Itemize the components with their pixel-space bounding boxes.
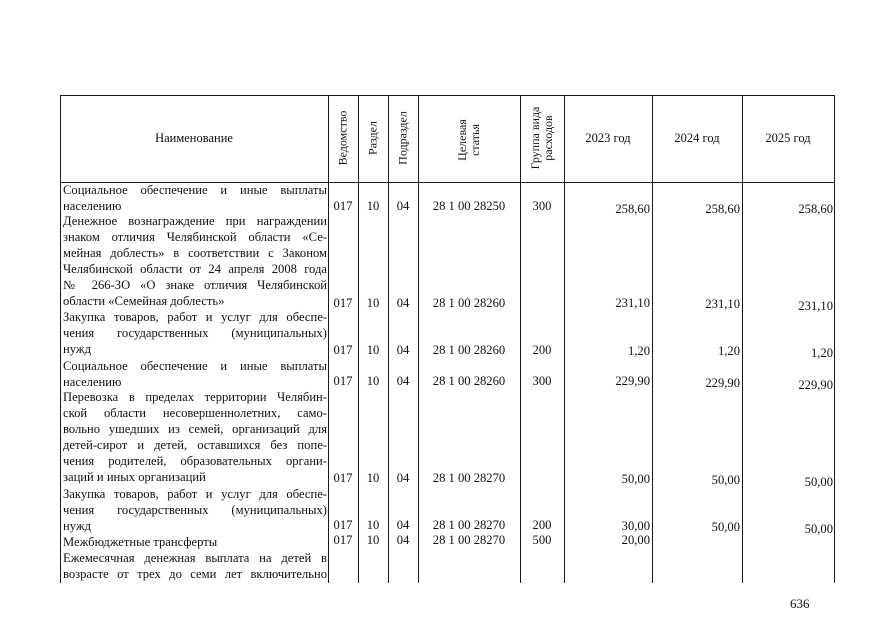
col-border-gruppa: [520, 95, 521, 583]
row-name: [63, 358, 327, 390]
cell-razdel: 10: [366, 374, 380, 388]
cell-celevaya: 28 1 00 28260: [432, 343, 506, 357]
cell-razdel: 10: [366, 533, 380, 547]
page-number: 636: [790, 596, 810, 611]
cell-vedomstvo: 017: [333, 518, 353, 532]
row-name-line: населению: [63, 375, 122, 389]
header-name: Наименование: [155, 131, 233, 145]
table-top-border: [60, 95, 834, 96]
cell-2024: 50,00: [711, 520, 740, 534]
cell-gruppa: 300: [532, 199, 552, 213]
row-name-line: Социальное обеспечение и иные выплаты: [63, 359, 327, 373]
cell-2024: 231,10: [705, 297, 740, 311]
cell-podrazdel: 04: [396, 374, 410, 388]
row-name: [63, 486, 327, 534]
row-name-line: заций и иных организаций: [63, 470, 206, 484]
row-name-line: № 266-ЗО «О знаке отличия Челябинской: [63, 278, 327, 292]
cell-2024: 229,90: [705, 376, 740, 390]
row-name-line: вольно ушедших из семей, организаций для: [63, 422, 327, 436]
col-border-celevaya: [418, 95, 419, 583]
cell-2025: 50,00: [804, 522, 833, 536]
col-border-2023: [564, 95, 565, 583]
cell-podrazdel: 04: [396, 199, 410, 213]
row-name-line: мейная доблесть» в соответствии с Законом: [63, 246, 327, 260]
row-name-line: чения государственных (муниципальных): [63, 503, 327, 517]
header-podrazdel: Подраздел: [395, 111, 410, 165]
cell-2025: 229,90: [798, 378, 833, 392]
cell-gruppa: 200: [532, 518, 552, 532]
cell-razdel: 10: [366, 199, 380, 213]
cell-vedomstvo: 017: [333, 343, 353, 357]
row-name-line: населению: [63, 199, 122, 213]
cell-celevaya: 28 1 00 28270: [432, 533, 506, 547]
header-vedomstvo: Ведомство: [335, 110, 350, 166]
cell-2024: 258,60: [705, 202, 740, 216]
row-name: [63, 309, 327, 357]
cell-razdel: 10: [366, 518, 380, 532]
row-name-line: знаком отличия Челябинской области «Се-: [63, 230, 327, 244]
cell-2023: 1,20: [627, 344, 650, 358]
row-name-line: Денежное вознаграждение при награждении: [63, 214, 327, 228]
cell-celevaya: 28 1 00 28260: [432, 296, 506, 310]
cell-2023: 30,00: [621, 519, 650, 533]
col-border-vedomstvo: [328, 95, 329, 583]
row-name-line: Челябинской области от 24 апреля 2008 года: [63, 262, 327, 276]
col-border-2024: [652, 95, 653, 583]
row-name-line: Закупка товаров, работ и услуг для обеспе-: [63, 487, 327, 501]
row-name-line: Социальное обеспечение и иные выплаты: [63, 183, 327, 197]
row-name-line: Ежемесячная денежная выплата на детей в: [63, 551, 327, 565]
cell-podrazdel: 04: [396, 343, 410, 357]
cell-2025: 258,60: [798, 202, 833, 216]
cell-razdel: 10: [366, 296, 380, 310]
cell-2025: 50,00: [804, 475, 833, 489]
cell-2024: 50,00: [711, 473, 740, 487]
cell-2024: 1,20: [717, 344, 740, 358]
col-border-right: [834, 95, 835, 583]
col-border-2025: [742, 95, 743, 583]
cell-celevaya: 28 1 00 28270: [432, 518, 506, 532]
row-name: [63, 213, 327, 309]
cell-celevaya: 28 1 00 28250: [432, 199, 506, 213]
cell-vedomstvo: 017: [333, 296, 353, 310]
cell-vedomstvo: 017: [333, 471, 353, 485]
row-name-line: области «Семейная доблесть»: [63, 294, 225, 308]
row-name-line: Межбюджетные трансферты: [63, 535, 218, 549]
cell-gruppa: 200: [532, 343, 552, 357]
row-name-line: Закупка товаров, работ и услуг для обеспе-: [63, 310, 327, 324]
cell-podrazdel: 04: [396, 471, 410, 485]
row-name-line: нужд: [63, 342, 91, 356]
cell-2023: 229,90: [615, 374, 650, 388]
header-2025: 2025 год: [765, 131, 811, 145]
row-name-line: нужд: [63, 519, 91, 533]
cell-celevaya: 28 1 00 28260: [432, 374, 506, 388]
cell-vedomstvo: 017: [333, 199, 353, 213]
row-name-line: Перевозка в пределах территории Челябин-: [63, 390, 327, 404]
row-name-line: возрасте от трех до семи лет включительно: [63, 567, 327, 581]
row-name-line: ской области несовершеннолетних, само-: [63, 406, 327, 420]
col-border-podrazdel: [388, 95, 389, 583]
cell-gruppa: 500: [532, 533, 552, 547]
row-name: [63, 534, 327, 550]
cell-podrazdel: 04: [396, 533, 410, 547]
cell-podrazdel: 04: [396, 518, 410, 532]
header-celevaya: Целевая статья: [455, 119, 482, 161]
cell-razdel: 10: [366, 343, 380, 357]
cell-razdel: 10: [366, 471, 380, 485]
cell-2025: 1,20: [810, 346, 833, 360]
row-name-line: детей-сирот и детей, оставшихся без попе-: [63, 438, 327, 452]
cell-celevaya: 28 1 00 28270: [432, 471, 506, 485]
row-name: [63, 389, 327, 485]
header-2023: 2023 год: [585, 131, 631, 145]
cell-2023: 20,00: [621, 533, 650, 547]
row-name-line: чения государственных (муниципальных): [63, 326, 327, 340]
row-name: [63, 550, 327, 582]
cell-2023: 50,00: [621, 472, 650, 486]
cell-2025: 231,10: [798, 299, 833, 313]
header-gruppa: Группа вида расходов: [528, 106, 555, 170]
header-razdel: Раздел: [365, 121, 380, 155]
cell-2023: 231,10: [615, 296, 650, 310]
cell-vedomstvo: 017: [333, 374, 353, 388]
cell-vedomstvo: 017: [333, 533, 353, 547]
col-border-razdel: [358, 95, 359, 583]
col-border-left: [60, 95, 61, 583]
cell-podrazdel: 04: [396, 296, 410, 310]
header-2024: 2024 год: [674, 131, 720, 145]
row-name-line: чения родителей, образовательных органи-: [63, 454, 327, 468]
cell-gruppa: 300: [532, 374, 552, 388]
cell-2023: 258,60: [615, 202, 650, 216]
row-name: [63, 182, 327, 214]
